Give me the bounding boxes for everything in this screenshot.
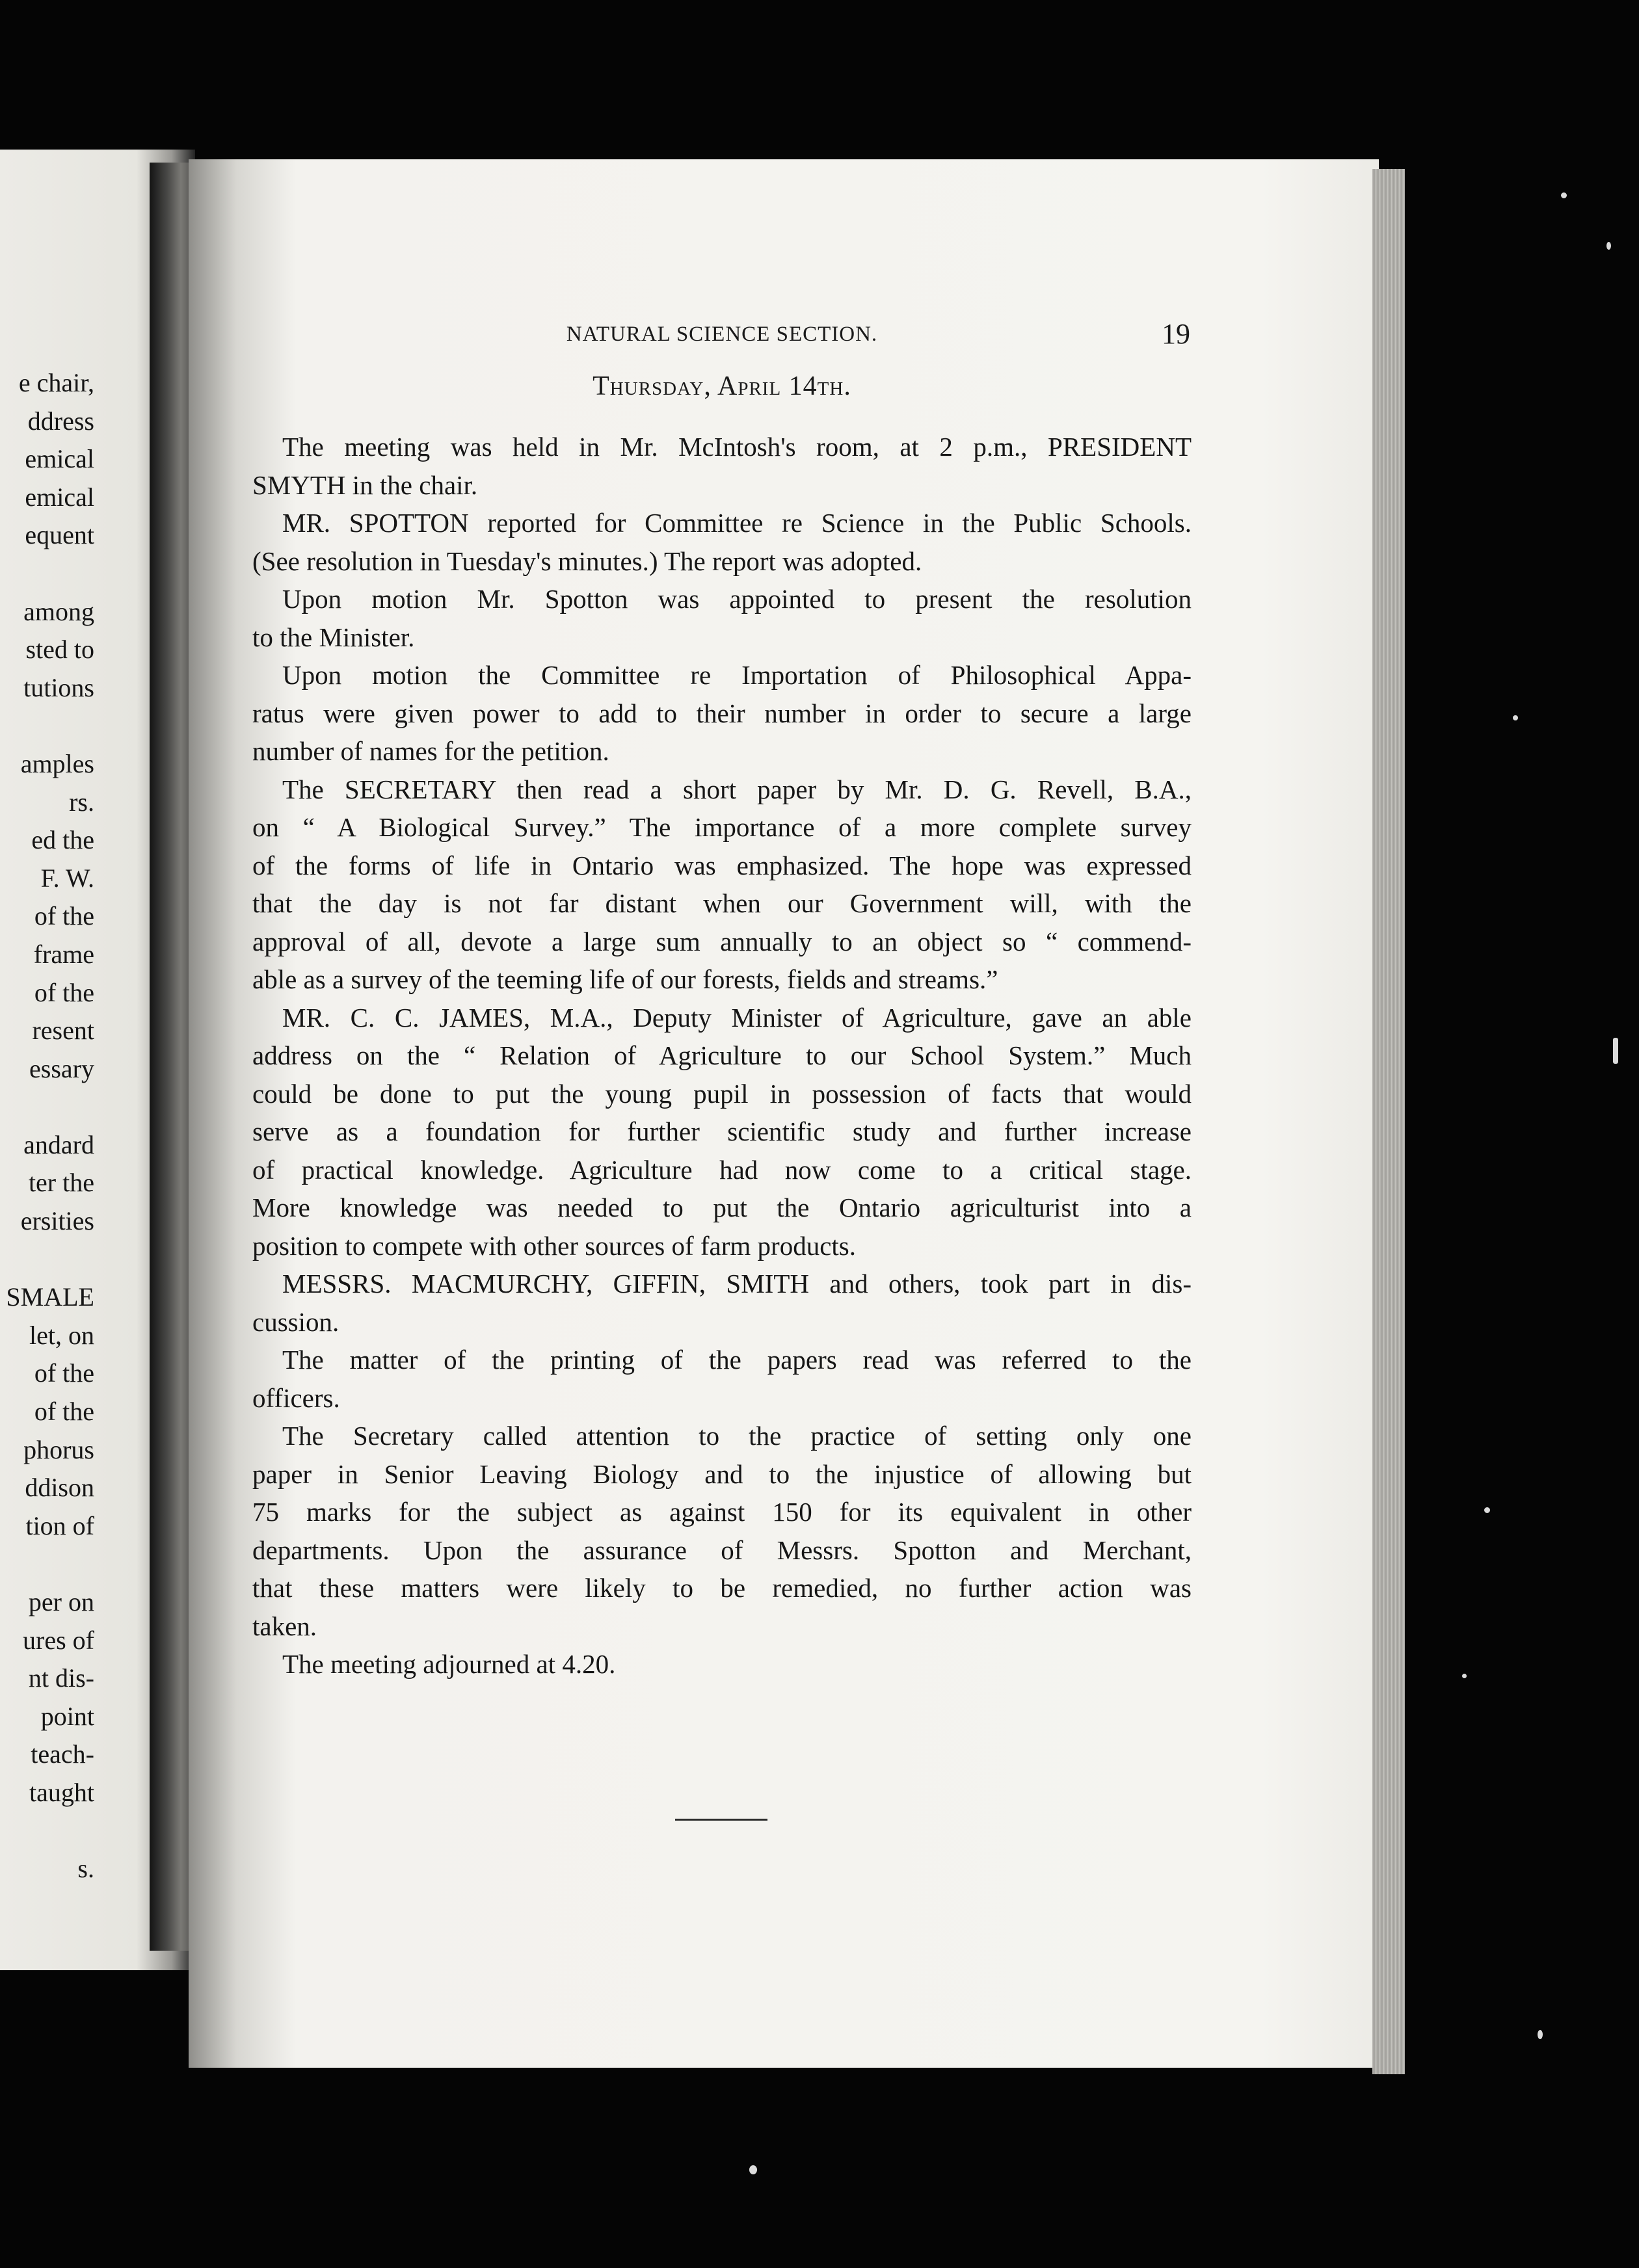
facing-page-line: teach-: [31, 1739, 94, 1769]
text-line: (See resolution in Tuesday's minutes.) The report was adopted.: [252, 546, 922, 576]
film-speck: [1606, 242, 1611, 250]
text-line: MESSRS. MACMURCHY, GIFFIN, SMITH and others, took part in dis-: [282, 1269, 1192, 1299]
text-line: serve as a foundation for further scientific study and further increase: [252, 1116, 1192, 1146]
text-line: position to compete with other sources of farm products.: [252, 1230, 856, 1261]
text-line: Upon motion the Committee re Importation of Philosophical Appa-: [282, 660, 1192, 690]
text-line: The meeting adjourned at 4.20.: [282, 1649, 616, 1679]
facing-page-line: [0, 555, 94, 593]
facing-page-line: phorus: [23, 1434, 94, 1464]
text-line: taken.: [252, 1611, 317, 1641]
text-line: cussion.: [252, 1306, 340, 1337]
minutes-body: [252, 428, 1192, 1683]
facing-page-line: tion of: [25, 1510, 94, 1540]
text-line: Upon motion Mr. Spotton was appointed to present the resolution: [282, 584, 1192, 614]
running-head: NATURAL SCIENCE SECTION.: [566, 323, 878, 346]
text-line: on “ A Biological Survey.” The importance of a more complete survey: [252, 812, 1192, 842]
film-speck: [749, 2165, 757, 2174]
end-rule: [675, 1819, 767, 1821]
facing-page-line: let, on: [29, 1320, 94, 1350]
text-line: that these matters were likely to be remedied, no further action was: [252, 1573, 1192, 1603]
facing-page-line: F. W.: [40, 863, 94, 893]
facing-page-line: ter the: [28, 1168, 94, 1198]
facing-page-line: [0, 1088, 94, 1126]
film-speck: [1462, 1674, 1467, 1678]
facing-page-line: [0, 1545, 94, 1583]
text-line: MR. SPOTTON reported for Committee re Science in the Public Schools.: [282, 508, 1192, 538]
facing-page-line: s.: [77, 1854, 94, 1884]
facing-page-line: emical: [25, 482, 94, 512]
facing-page-line: andard: [23, 1129, 94, 1159]
facing-page-line: tutions: [23, 672, 94, 702]
facing-page-line: [0, 707, 94, 745]
facing-page-line: of the: [34, 901, 94, 931]
facing-page-line: [0, 1241, 94, 1279]
facing-page-line: [0, 1812, 94, 1851]
text-line: departments. Upon the assurance of Messrs. Spotton and Merchant,: [252, 1535, 1192, 1565]
facing-page-line: rs.: [69, 787, 94, 817]
film-speck: [1513, 715, 1518, 720]
facing-page-line: of the: [34, 1397, 94, 1427]
facing-page-line: emical: [25, 444, 94, 474]
facing-page-line: per on: [28, 1587, 94, 1616]
text-line: MR. C. C. JAMES, M.A., Deputy Minister of Agriculture, gave an able: [282, 1002, 1192, 1033]
facing-page-text: [0, 364, 94, 1888]
page-block-edge: [1372, 169, 1405, 2074]
facing-page-line: frame: [33, 939, 94, 969]
page-header: [254, 317, 1190, 356]
text-line: officers.: [252, 1382, 340, 1413]
text-line: that the day is not far distant when our Government will, with the: [252, 888, 1192, 918]
facing-page-line: ersities: [20, 1206, 94, 1236]
text-line: paper in Senior Leaving Biology and to the injustice of allowing but: [252, 1458, 1192, 1489]
facing-page-line: among: [23, 596, 94, 626]
text-line: to the Minister.: [252, 622, 415, 652]
facing-page-line: point: [40, 1701, 94, 1731]
facing-page-line: taught: [29, 1777, 94, 1807]
text-line: SMYTH in the chair.: [252, 469, 478, 500]
facing-page-line: of the: [34, 1358, 94, 1388]
facing-page-line: ddress: [27, 406, 94, 436]
facing-page-line: sted to: [25, 635, 94, 665]
text-line: able as a survey of the teeming life of our forests, fields and streams.”: [252, 964, 998, 994]
facing-page-line: equent: [25, 520, 94, 550]
facing-page-line: SMALE: [6, 1282, 94, 1312]
film-speck: [1538, 2030, 1543, 2039]
facing-page-line: resent: [32, 1016, 94, 1046]
facing-page-line: nt dis-: [28, 1663, 94, 1693]
text-line: The matter of the printing of the papers read was referred to the: [282, 1345, 1192, 1375]
text-line: number of names for the petition.: [252, 736, 609, 766]
page-number: 19: [1162, 318, 1190, 350]
film-speck: [1484, 1507, 1490, 1513]
facing-page-line: of the: [34, 977, 94, 1007]
text-line: More knowledge was needed to put the Ontario agriculturist into a: [252, 1193, 1192, 1222]
text-line: could be done to put the young pupil in possession of facts that would: [252, 1078, 1192, 1109]
text-line: approval of all, devote a large sum annually to an object so “ commend-: [252, 926, 1192, 956]
text-line: of practical knowledge. Agriculture had now come to a critical stage.: [252, 1154, 1192, 1185]
facing-page-line: e chair,: [18, 368, 94, 397]
text-line: The meeting was held in Mr. McIntosh's room, at 2 p.m., PRESIDENT: [282, 432, 1192, 462]
text-line: ratus were given power to add to their number in order to secure a large: [252, 698, 1192, 728]
section-date-heading: Thursday, April 14th.: [593, 371, 851, 401]
facing-page-line: amples: [20, 748, 94, 778]
film-speck: [1561, 192, 1567, 198]
film-speck: [1613, 1038, 1618, 1064]
facing-page-line: ddison: [25, 1473, 94, 1503]
facing-page-line: ures of: [23, 1625, 94, 1655]
text-line: The SECRETARY then read a short paper by Mr. D. G. Revell, B.A.,: [282, 774, 1192, 804]
facing-page-line: ed the: [31, 825, 94, 855]
text-line: of the forms of life in Ontario was emphasized. The hope was expressed: [252, 850, 1192, 880]
text-line: 75 marks for the subject as against 150 for its equivalent in other: [252, 1497, 1192, 1527]
facing-page-line: essary: [29, 1053, 94, 1083]
text-line: address on the “ Relation of Agriculture to our School System.” Much: [252, 1040, 1192, 1070]
text-line: The Secretary called attention to the practice of setting only one: [282, 1421, 1192, 1451]
